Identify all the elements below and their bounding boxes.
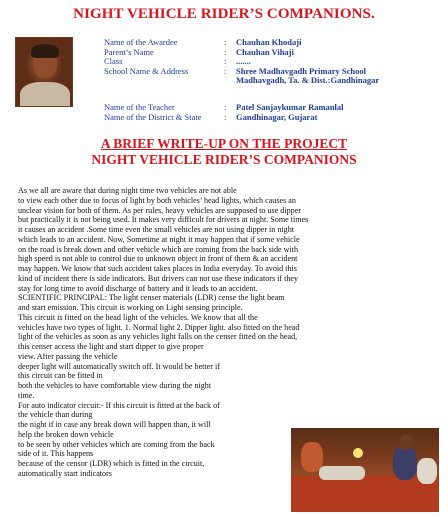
body-line: and start emission. This circuit is working on Light sensing principle. xyxy=(18,303,243,312)
body-line: time. xyxy=(18,390,35,400)
info-value: Shree Madhavgadh Primary School xyxy=(236,65,366,76)
section-subtitle: NIGHT VEHICLE RIDER’S COMPANIONS xyxy=(91,152,357,167)
info-colon: : xyxy=(224,65,227,76)
body-line: side of it. This happens xyxy=(18,449,94,459)
body-line: both the vehicles to have comfortable view during the night xyxy=(18,381,212,390)
body-line: the vehicle than during xyxy=(18,410,93,420)
info-label: Name of the Awardee xyxy=(104,37,178,47)
info-colon: : xyxy=(224,37,227,47)
body-line: it causes an accident .Some time even the small vehicles are not using dipper in night xyxy=(18,225,295,234)
body-line: because of the censor (LDR) which is fitted in the circuit, xyxy=(18,459,205,468)
info-colon: : xyxy=(224,111,227,122)
body-line: to view each other due to focus of light by both vehicles’ head lights, which causes an xyxy=(18,195,296,205)
info-value: Patel Sanjaykumar Ramanlal xyxy=(236,102,344,112)
body-line: on the road is break down and other vehicle which are coming from the back side with xyxy=(18,244,299,254)
info-label: Name of the District & State xyxy=(104,111,202,122)
body-line: but practically it is not being used. It makes very difficult for drivers at night. Some times xyxy=(18,215,309,225)
body-line: high speed is not able to control due to unknown object in front of them & an accident xyxy=(18,254,298,264)
body-line: As we all are aware that during night time two vehicles are not able xyxy=(18,186,237,195)
body-line: automatically start indicators xyxy=(18,468,112,478)
info-label: Class xyxy=(104,56,123,67)
body-line: SCIENTIFIC PRINCIPAL: The light censer materials (LDR) cense the light beam xyxy=(18,293,285,303)
body-line: which leads to an accident. Now, Sometime at night it may happen that if some vehicle xyxy=(18,234,300,244)
info-value: Chauhan Khodaji xyxy=(236,37,302,47)
teacher-info xyxy=(104,103,344,122)
info-colon: : xyxy=(224,56,227,67)
body-line: light of the vehicles as soon as any vehicles light falls on the censer fitted on the head, xyxy=(18,332,298,342)
body-line: unclear vision for both of them. As per rules, heavy vehicles are supposed to use dipper xyxy=(18,205,301,215)
section-title: A BRIEF WRITE-UP ON THE PROJECT xyxy=(100,136,348,151)
body-line: this circuit can be fitted in xyxy=(18,371,103,381)
info-value: Chauhan Vihaji xyxy=(236,46,294,57)
body-line: this censer access the light and start dipper to give proper xyxy=(18,342,204,351)
body-line: to be seen by other vehicles which are coming from the back xyxy=(18,439,215,449)
info-label: Parent’s Name xyxy=(104,46,154,57)
awardee-info xyxy=(104,38,379,86)
info-colon xyxy=(224,76,236,86)
body-line: the night if in case any break down will happen than, it will xyxy=(18,420,211,429)
project-demo-photo xyxy=(291,428,439,512)
info-value: Gandhinagar, Gujarat xyxy=(236,111,318,122)
info-row-district xyxy=(104,113,344,123)
info-label xyxy=(104,76,224,86)
body-line: help the broken down vehicle xyxy=(18,429,114,439)
info-value: ....... xyxy=(236,56,251,67)
page-title: NIGHT VEHICLE RIDER’S COMPANIONS. xyxy=(73,6,375,22)
body-line: deeper light will automatically switch off. It would be better if xyxy=(18,361,220,371)
info-row-address xyxy=(104,76,379,86)
info-value: Madhavgadh, Ta. & Dist.:Gandhinagar xyxy=(236,75,380,86)
info-label: Name of the Teacher xyxy=(104,102,175,112)
info-label: School Name & Address xyxy=(104,65,189,76)
awardee-photo xyxy=(15,37,73,107)
info-colon: : xyxy=(224,46,227,57)
body-line: kind of incident there is side indicators. But drivers can not use these indicators if they xyxy=(18,273,299,283)
body-line: stay for long time to avoid discharge of battery and it leads to an accident. xyxy=(18,283,258,293)
body-line: view. After passing the vehicle xyxy=(18,351,118,361)
body-line: For auto indicator circuit:- If this circuit is fitted at the back of xyxy=(18,400,220,410)
body-line: This circuit is fitted on the head light of the vehicles. We know that all the xyxy=(18,312,258,322)
body-line: may happen. We know that such accident takes places in India everyday. To avoid this xyxy=(18,264,297,273)
body-line: vehicles have two types of light. 1. Normal light 2. Dipper light. also fitted on the head xyxy=(18,322,300,332)
info-colon: : xyxy=(224,102,227,112)
